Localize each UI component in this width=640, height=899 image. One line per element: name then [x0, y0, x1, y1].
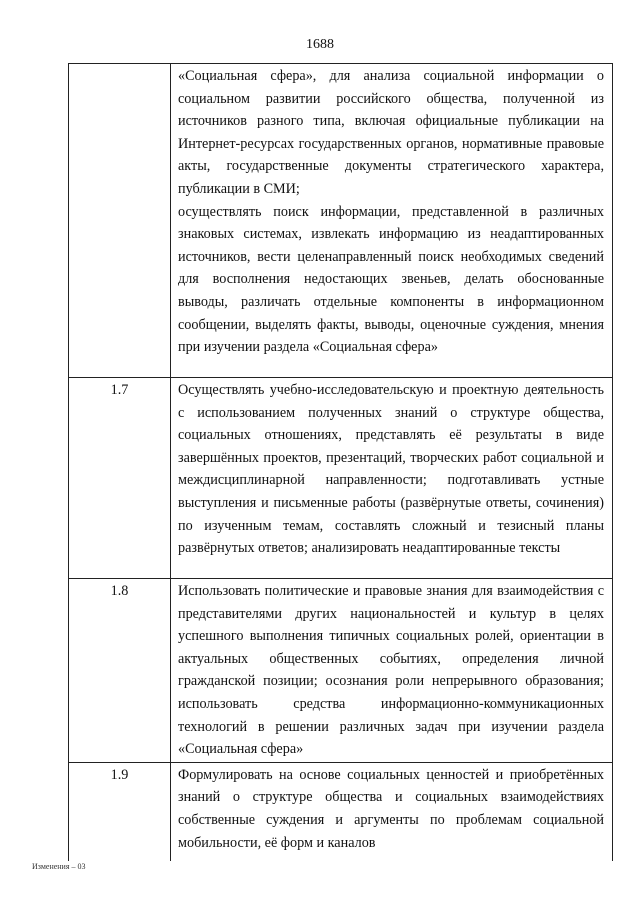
- row-text-paragraph: Использовать политические и правовые знания для взаимодействия с представителями других национальностей и культур в целях успешного выполнения типичных социальных ролей, ориентации в актуальных общественных событиях, определения личной гражданской позиции; осознания роли непрерывного образования; использовать средства информационно-коммуникационных технологий в решении различных задач при изучении раздела «Социальная сфера»: [178, 583, 604, 758]
- row-text-paragraph: Осуществлять учебно-исследовательскую и проектную деятельность с использованием полученных знаний о структуре общества, социальных отношениях, представлять её результаты в виде завершённых проектов, презентаций, творческих работ социальной и междисциплинарной направленности; подготавливать устные выступления и письменные работы (развёрнутые ответы, сочинения) по изученным темам, составлять сложный и тезисный планы развёрнутых ответов; анализировать неадаптированные тексты: [178, 382, 604, 557]
- row-number-cell: 1.9: [69, 762, 171, 861]
- row-text-cell: [171, 762, 613, 861]
- table-row: [69, 64, 613, 378]
- row-text-paragraph: осуществлять поиск информации, представленной в различных знаковых системах, извлекать информацию из неадаптированных источников, вести целенаправленный поиск необходимых сведений для восполнения недостающих звеньев, делать обоснованные выводы, различать отдельные компоненты в информационном сообщении, выделять факты, выводы, оценочные суждения, мнения при изучении раздела «Социальная сфера»: [178, 203, 604, 356]
- row-text-paragraph: Формулировать на основе социальных ценностей и приобретённых знаний о структуре общества и социальных взаимодействиях собственные суждения и аргументы по проблемам социальной мобильности, её форм и каналов: [178, 766, 604, 851]
- row-number-cell: 1.8: [69, 579, 171, 763]
- requirements-table: [68, 63, 613, 861]
- row-text-cell: [171, 378, 613, 579]
- table-row: [69, 579, 613, 763]
- row-number-cell: [69, 64, 171, 378]
- row-number-cell: 1.7: [69, 378, 171, 579]
- row-text-cell: [171, 64, 613, 378]
- revision-footer: Изменения – 03: [32, 862, 86, 871]
- row-text-cell: [171, 579, 613, 763]
- table-row: [69, 762, 613, 861]
- table-row: [69, 378, 613, 579]
- row-text-paragraph: «Социальная сфера», для анализа социальной информации о социальном развитии российского общества, полученной из источников разного типа, включая официальные публикации на Интернет-ресурсах государственных органов, нормативные правовые акты, государственные документы стратегического характера, публикации в СМИ;: [178, 68, 604, 197]
- page-number: 1688: [306, 37, 334, 52]
